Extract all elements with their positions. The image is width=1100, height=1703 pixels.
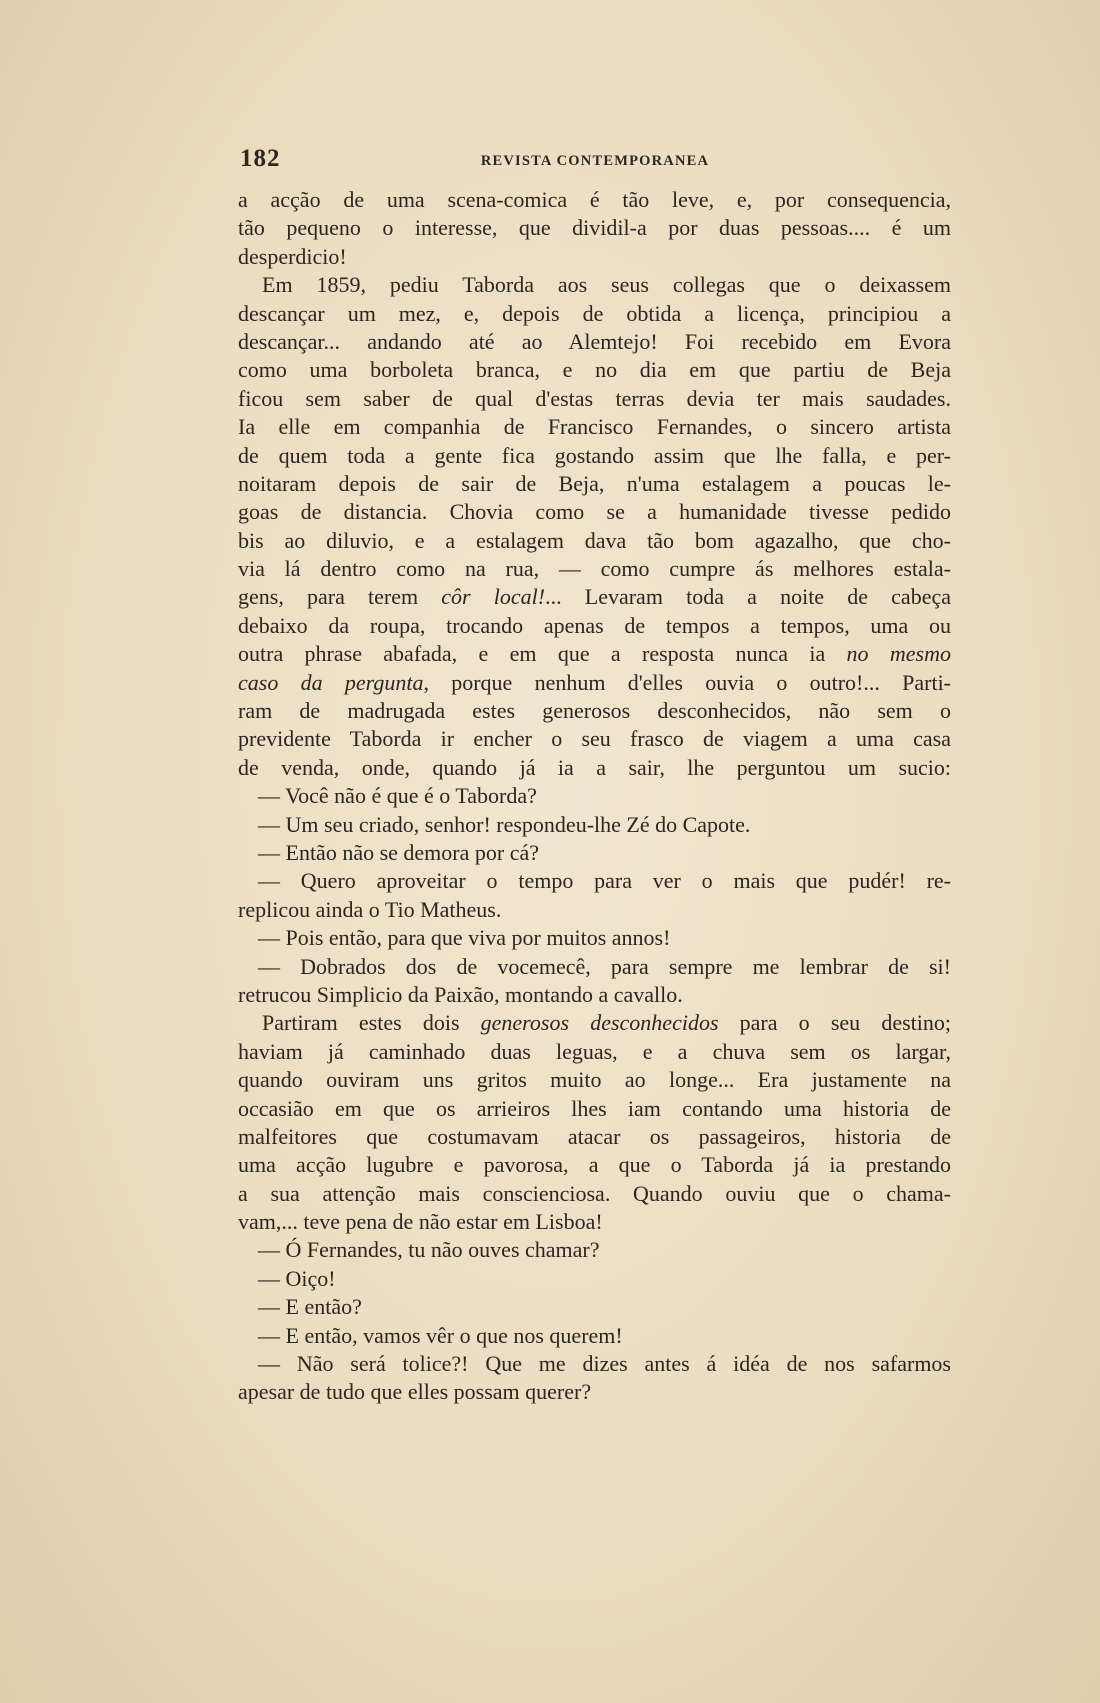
- page-header: [240, 145, 950, 179]
- text-line: descançar... andando até ao Alemtejo! Foi recebido em Evora: [238, 328, 951, 354]
- italic-phrase: generosos desconhecidos: [480, 1010, 719, 1036]
- text-line: a sua attenção mais conscienciosa. Quando ouviu que o chama-: [238, 1180, 951, 1206]
- text-line: uma acção lugubre e pavorosa, a que o Taborda já ia prestando: [238, 1152, 951, 1178]
- dialogue-line: — Ó Fernandes, tu não ouves chamar?: [258, 1237, 600, 1263]
- text-line: vam,... teve pena de não estar em Lisboa!: [238, 1209, 603, 1235]
- text-line: via lá dentro como na rua, — como cumpre ás melhores estala-: [238, 556, 951, 582]
- text-segment: , porque nenhum d'elles ouvia o outro!... Parti-: [423, 669, 952, 695]
- text-line: apesar de tudo que elles possam querer?: [238, 1379, 592, 1405]
- dialogue-line: — Não será tolice?! Que me dizes antes á idéa de nos safarmos: [258, 1351, 951, 1377]
- text-line: [238, 640, 951, 668]
- dialogue-line: — E então, vamos vêr o que nos querem!: [258, 1322, 623, 1348]
- text-line: malfeitores que costumavam atacar os passageiros, historia de: [238, 1123, 951, 1149]
- text-line: bis ao diluvio, e a estalagem dava tão bom agazalho, que cho-: [238, 527, 951, 553]
- text-line: como uma borboleta branca, e no dia em que partiu de Beja: [238, 357, 951, 383]
- text-line: de quem toda a gente fica gostando assim que lhe falla, e per-: [238, 442, 951, 468]
- text-line: desperdicio!: [238, 243, 347, 269]
- body-text: [238, 186, 951, 1407]
- text-segment: ... Levaram toda a noite de cabeça: [545, 584, 951, 610]
- text-line: tão pequeno o interesse, que dividil-a por duas pessoas.... é um: [238, 215, 951, 241]
- text-line: debaixo da roupa, trocando apenas de tempos a tempos, uma ou: [238, 612, 951, 638]
- dialogue-line: — E então?: [258, 1294, 362, 1320]
- text-line: previdente Taborda ir encher o seu frasco de viagem a uma casa: [238, 726, 951, 752]
- text-line: Ia elle em companhia de Francisco Fernandes, o sincero artista: [238, 414, 951, 440]
- text-line: [238, 583, 951, 611]
- italic-phrase: no mesmo: [846, 641, 951, 667]
- text-line: ram de madrugada estes generosos desconhecidos, não sem o: [238, 698, 951, 724]
- text-line: [238, 1009, 951, 1037]
- dialogue-line: — Então não se demora por cá?: [258, 839, 539, 865]
- text-line: noitaram depois de sair de Beja, n'uma estalagem a poucas le-: [238, 470, 951, 496]
- page-number: 182: [240, 145, 281, 172]
- text-segment: gens, para terem: [238, 584, 442, 610]
- text-line: Em 1859, pediu Taborda aos seus collegas que o deixassem: [262, 272, 951, 298]
- italic-phrase: caso da pergunta: [238, 669, 424, 695]
- text-line: occasião em que os arrieiros lhes iam contando uma historia de: [238, 1095, 951, 1121]
- text-segment: Partiram estes dois: [262, 1010, 481, 1036]
- text-segment: para o seu destino;: [718, 1010, 951, 1036]
- running-title: REVISTA CONTEMPORANEA: [480, 153, 710, 169]
- text-line: quando ouviram uns gritos muito ao longe... Era justamente na: [238, 1067, 951, 1093]
- dialogue-line: — Você não é que é o Taborda?: [258, 783, 537, 809]
- italic-phrase: côr local!: [441, 584, 546, 610]
- text-line: haviam já caminhado duas leguas, e a chuva sem os largar,: [238, 1038, 951, 1064]
- text-line: goas de distancia. Chovia como se a humanidade tivesse pedido: [238, 499, 951, 525]
- dialogue-line: — Oiço!: [258, 1265, 336, 1291]
- dialogue-line: — Quero aproveitar o tempo para ver o mais que pudér! re-: [258, 868, 951, 894]
- text-segment: outra phrase abafada, e em que a resposta nunca ia: [238, 641, 847, 667]
- text-line: ficou sem saber de qual d'estas terras devia ter mais saudades.: [238, 385, 951, 411]
- text-line: descançar um mez, e, depois de obtida a licença, principiou a: [238, 300, 951, 326]
- text-line: retrucou Simplicio da Paixão, montando a cavallo.: [238, 981, 683, 1007]
- text-line: [238, 669, 951, 697]
- text-line: de venda, onde, quando já ia a sair, lhe perguntou um sucio:: [238, 754, 951, 780]
- dialogue-line: — Dobrados dos de vocemecê, para sempre me lembrar de si!: [258, 953, 951, 979]
- dialogue-line: — Um seu criado, senhor! respondeu-lhe Zé do Capote.: [258, 811, 751, 837]
- dialogue-line: — Pois então, para que viva por muitos annos!: [258, 925, 671, 951]
- text-line: a acção de uma scena-comica é tão leve, e, por consequencia,: [238, 187, 951, 212]
- text-line: replicou ainda o Tio Matheus.: [238, 896, 502, 922]
